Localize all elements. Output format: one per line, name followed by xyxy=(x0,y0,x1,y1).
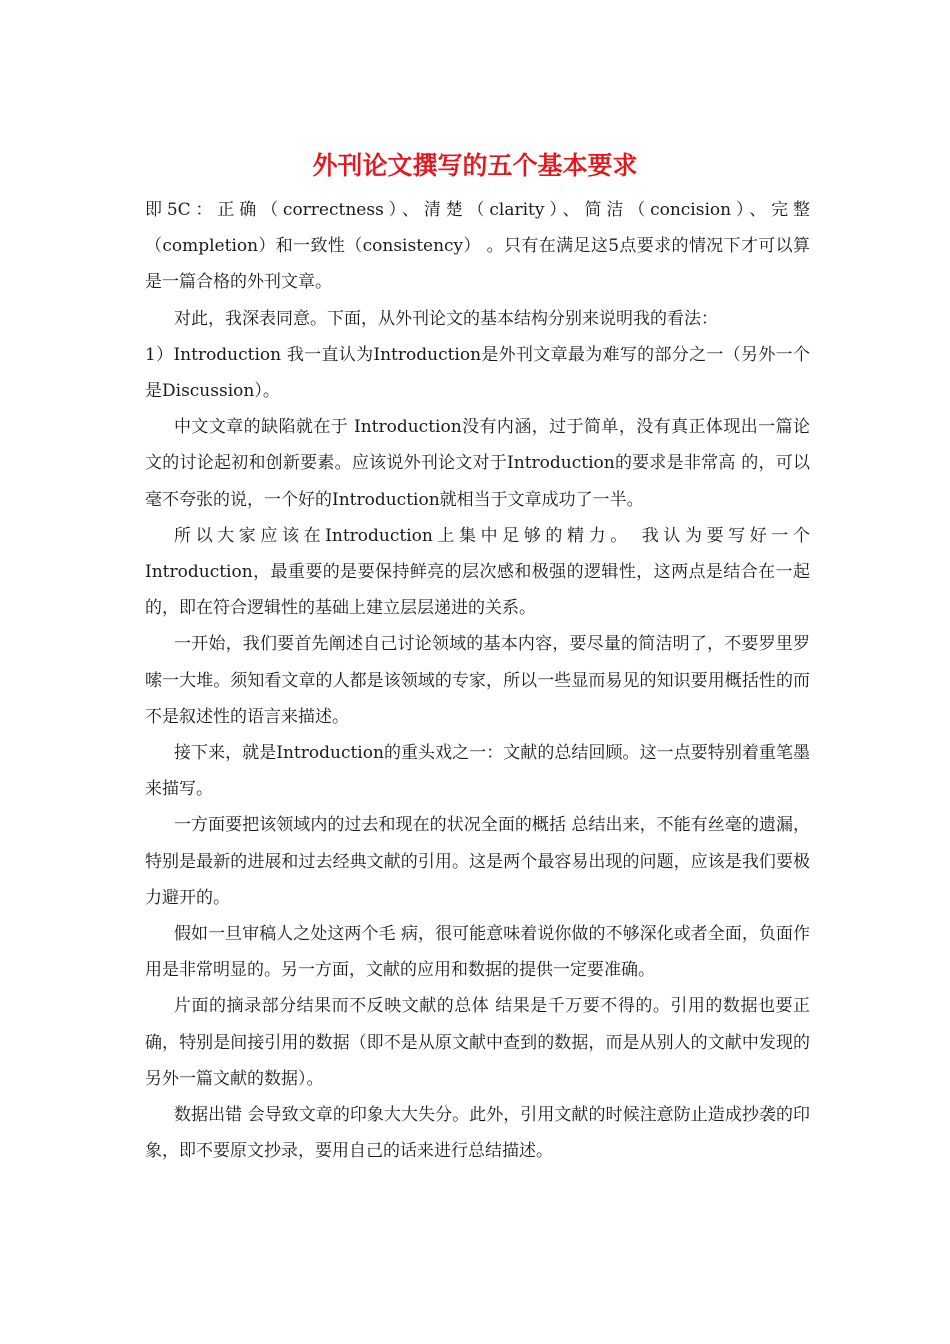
paragraph: 片面的摘录部分结果而不反映文献的总体 结果是千万要不得的。引用的数据也要正确，特别是间接引用的数据（即不是从原文献中查到的数据，而是从别人的文献中发现的另外一篇文献的数据）。 xyxy=(145,996,810,1089)
paragraph: 1）Introduction 我一直认为Introduction是外刊文章最为难写的部分之一（另外一个是Discussion）。 xyxy=(145,344,810,402)
paragraph: 数据出错 会导致文章的印象大大失分。此外，引用文献的时候注意防止造成抄袭的印象，即不要原文抄录，要用自己的话来进行总结描述。 xyxy=(145,1105,810,1162)
paragraph: 所以大家应该在Introduction上集中足够的精力。 我认为要写好一个Introduction，最重要的是要保持鲜亮的层次感和极强的逻辑性，这两点是结合在一起的，即在符合逻辑性的基础上建立层层递进的关系。 xyxy=(145,525,810,619)
paragraph: 对此，我深表同意。下面，从外刊论文的基本结构分别来说明我的看法： xyxy=(174,308,718,329)
paragraph: 一开始，我们要首先阐述自己讨论领域的基本内容，要尽量的简洁明了，不要罗里罗嗦一大堆。须知看文章的人都是该领域的专家，所以一些显而易见的知识要用概括性的而不是叙述性的语言来描述。 xyxy=(145,634,810,727)
document-title: 外刊论文撰写的五个基本要求 xyxy=(312,151,638,180)
paragraph: 假如一旦审稿人之处这两个毛 病，很可能意味着说你做的不够深化或者全面，负面作用是非常明显的。另一方面，文献的应用和数据的提供一定要准确。 xyxy=(145,924,810,981)
paragraph: 即5C：正确（correctness）、清楚（clarity）、简洁（concision）、完整（completion）和一致性（consistency） 。只有在满足这5点要求的情况下才可以算是一篇合格的外刊文章。 xyxy=(145,200,810,293)
paragraph: 一方面要把该领域内的过去和现在的状况全面的概括 总结出来，不能有丝毫的遗漏，特别是最新的进展和过去经典文献的引用。这是两个最容易出现的问题，应该是我们要极力避开的。 xyxy=(145,815,810,908)
document-body xyxy=(145,192,810,1169)
paragraph: 接下来，就是Introduction的重头戏之一：文献的总结回顾。这一点要特别着重笔墨来描写。 xyxy=(145,743,810,800)
paragraph: 中文文章的缺陷就在于 Introduction没有内涵，过于简单，没有真正体现出一篇论文的讨论起初和创新要素。应该说外刊论文对于Introduction的要求是非常高 的，可以毫不夸张的说，一个好的Introduction就相当于文章成功了一半。 xyxy=(145,417,810,510)
